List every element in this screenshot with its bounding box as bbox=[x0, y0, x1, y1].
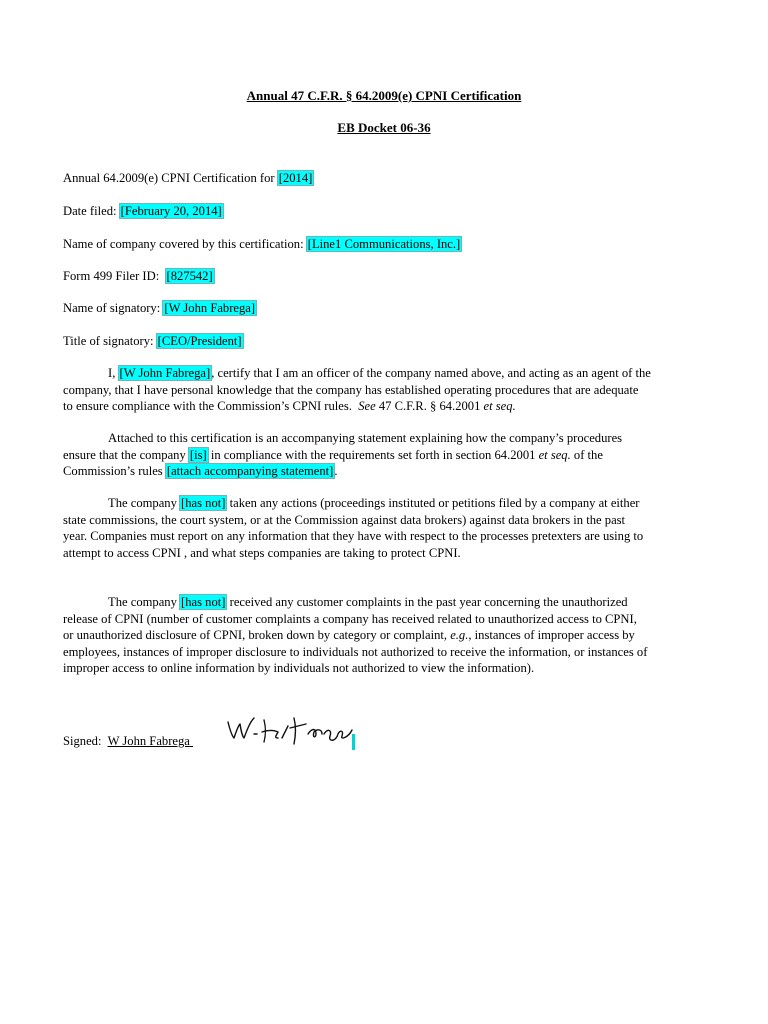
company-line bbox=[63, 236, 461, 252]
text-line: improper access to online information by individuals not authorized to view the information). bbox=[63, 661, 535, 675]
actions-status: [has not] bbox=[181, 496, 226, 510]
cert-year-line bbox=[63, 170, 313, 186]
complaints-status: [has not] bbox=[181, 595, 226, 609]
text-segment: 47 C.F.R. § 64.2001 bbox=[378, 399, 481, 413]
filer-id-line bbox=[63, 268, 214, 284]
filer-id-label: Form 499 Filer ID: bbox=[63, 269, 160, 283]
text-segment: I, bbox=[108, 366, 116, 380]
text-line: Attached to this certification is an accompanying statement explaining how the company’s procedures bbox=[108, 431, 623, 445]
cert-year-label: Annual 64.2009(e) CPNI Certification for bbox=[63, 171, 275, 185]
et-seq: et seq. bbox=[538, 447, 571, 462]
signatory-title-line bbox=[63, 333, 243, 349]
text-segment: Commission’s rules bbox=[63, 464, 163, 478]
signatory-title-value: [CEO/President] bbox=[157, 334, 242, 348]
text-line: employees, instances of improper disclosure to individuals not authorized to receive the information, or instances of bbox=[63, 644, 648, 659]
text-line: release of CPNI (number of customer complaints a company has received related to unauthorized access to CPNI, bbox=[63, 611, 637, 626]
text-segment: to ensure compliance with the Commission’s CPNI rules. bbox=[63, 399, 352, 413]
company-label: Name of company covered by this certification: bbox=[63, 237, 304, 251]
date-filed-label: Date filed: bbox=[63, 204, 117, 218]
text-segment: or unauthorized disclosure of CPNI, broken down by category or complaint, bbox=[63, 628, 448, 642]
text-line: attempt to access CPNI , and what steps companies are taking to protect CPNI. bbox=[63, 545, 461, 560]
date-filed-value: [February 20, 2014] bbox=[120, 204, 222, 218]
signatory-title-label: Title of signatory: bbox=[63, 334, 154, 348]
signatory-label: Name of signatory: bbox=[63, 301, 161, 315]
complaints-paragraph bbox=[63, 594, 708, 677]
text-line: year. Companies must report on any information that they have with respect to the processes pretexters are using to bbox=[63, 529, 644, 543]
certify-paragraph bbox=[63, 365, 708, 415]
attach-statement: [attach accompanying statement] bbox=[166, 464, 334, 478]
text-segment: The company bbox=[108, 496, 177, 510]
eg-abbrev: e.g. bbox=[450, 628, 469, 642]
text-segment: of the bbox=[573, 447, 603, 462]
text-segment: ensure that the company bbox=[63, 447, 186, 462]
cert-year-value: [2014] bbox=[278, 171, 313, 185]
company-value: [Line1 Communications, Inc.] bbox=[307, 237, 461, 251]
handwritten-signature bbox=[224, 712, 359, 748]
signed-name: W John Fabrega bbox=[107, 734, 190, 748]
text-line: company, that I have personal knowledge that the company has established operating procedures that are adequate bbox=[63, 382, 639, 397]
certifier-name: [W John Fabrega] bbox=[119, 366, 211, 380]
text-segment: , certify that I am an officer of the company named above, and acting as an agent of the bbox=[211, 366, 651, 380]
signatory-line bbox=[63, 300, 256, 316]
text-segment: taken any actions (proceedings instituted or petitions filed by a company at either bbox=[229, 496, 640, 510]
et-seq: et seq. bbox=[483, 399, 516, 413]
signed-line bbox=[63, 733, 193, 749]
text-segment: in compliance with the requirements set forth in section 64.2001 bbox=[210, 447, 536, 462]
text-segment: , instances of improper access by bbox=[468, 628, 635, 642]
filer-id-value: [827542] bbox=[166, 269, 213, 283]
signed-label: Signed: bbox=[63, 734, 102, 748]
see-citation: See bbox=[358, 399, 376, 413]
text-line: state commissions, the court system, or at the Commission against data brokers) against data brokers in the past bbox=[63, 512, 626, 527]
compliance-status: [is] bbox=[189, 447, 207, 462]
signatory-value: [W John Fabrega] bbox=[164, 301, 256, 315]
text-segment: The company bbox=[108, 595, 177, 609]
text-segment: . bbox=[334, 464, 338, 478]
docket-number: EB Docket 06-36 bbox=[337, 120, 431, 135]
document-title: Annual 47 C.F.R. § 64.2009(e) CPNI Certification bbox=[246, 88, 522, 103]
attached-paragraph bbox=[63, 430, 708, 480]
text-segment: received any customer complaints in the past year concerning the unauthorized bbox=[229, 595, 628, 609]
date-filed-line bbox=[63, 203, 223, 219]
text-cursor bbox=[352, 734, 355, 750]
actions-paragraph bbox=[63, 495, 708, 561]
